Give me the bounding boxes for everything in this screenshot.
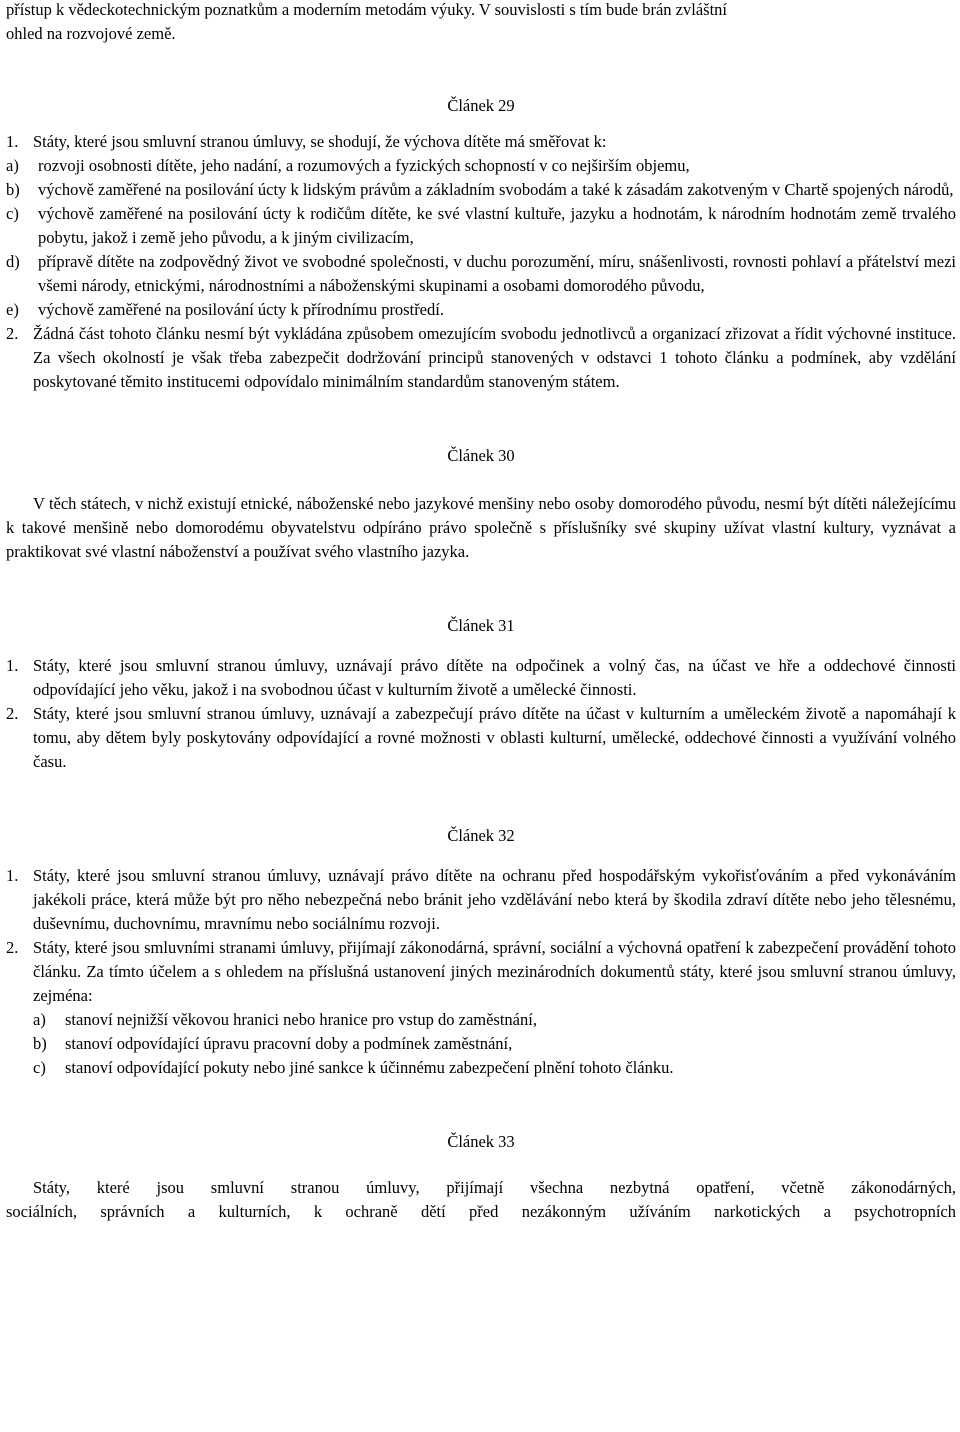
intro-line-2: ohled na rozvojové země. xyxy=(6,24,176,43)
article-31 xyxy=(6,654,956,774)
paragraph-number: 1. xyxy=(6,656,19,675)
item-label: e) xyxy=(6,300,19,319)
article-31-paragraph-2 xyxy=(6,702,956,774)
paragraph-text: Státy, které jsou smluvní stranou úmluvy, uznávají právo dítěte na odpočinek a volný čas, na účast ve hře a oddechové činnosti odpovídající jeho věku, jakož i na svobodnou účast v kulturním životě a umělecké činnosti. xyxy=(33,656,956,699)
paragraph-number: 2. xyxy=(6,324,19,343)
paragraph-number: 2. xyxy=(6,938,19,957)
item-text: stanoví odpovídající pokuty nebo jiné sankce k účinnému zabezpečení plnění tohoto článku. xyxy=(65,1058,674,1077)
item-text: rozvoji osobnosti dítěte, jeho nadání, a rozumových a fyzických schopností v co nejširším objemu, xyxy=(38,156,690,175)
article-29-paragraph-2 xyxy=(6,322,956,394)
article-32-item-c xyxy=(33,1056,956,1080)
article-33-line-1: Státy, které jsou smluvní stranou úmluvy, přijímají všechna nezbytná opatření, včetně zákonodárných, xyxy=(33,1178,956,1197)
article-32 xyxy=(6,864,956,1080)
article-30-title: Článek 30 xyxy=(447,446,515,465)
item-text: výchově zaměřené na posilování úcty k přírodnímu prostředí. xyxy=(38,300,444,319)
article-32-item-a xyxy=(33,1008,956,1032)
article-29 xyxy=(6,130,956,394)
item-label: c) xyxy=(33,1058,46,1077)
article-33-title: Článek 33 xyxy=(447,1132,515,1151)
item-label: d) xyxy=(6,252,20,271)
paragraph-number: 1. xyxy=(6,866,19,885)
article-31-title: Článek 31 xyxy=(447,616,515,635)
item-label: c) xyxy=(6,204,19,223)
article-33-line-2: sociálních, správních a kulturních, k ochraně dětí před nezákonným užíváním narkotických a psychotropních xyxy=(6,1202,956,1221)
paragraph-text: Státy, které jsou smluvní stranou úmluvy, se shodují, že výchova dítěte má směřovat k: xyxy=(33,132,607,151)
paragraph-text: Státy, které jsou smluvní stranou úmluvy, uznávají právo dítěte na ochranu před hospodářským vykořisťováním a před vykonáváním jakékoli práce, která může být pro něho nebezpečná nebo bránit jeho vzdělávání nebo která by škodila zdraví dítěte nebo jeho tělesnému, duševnímu, duchovnímu, mravnímu nebo sociálnímu rozvoji. xyxy=(33,866,956,933)
article-29-paragraph-1 xyxy=(6,130,956,154)
intro-line-1: přístup k vědeckotechnickým poznatkům a moderním metodám výuky. V souvislosti s tím bude brán zvláštní xyxy=(6,0,727,19)
paragraph-text: Státy, které jsou smluvními stranami úmluvy, přijímají zákonodárná, správní, sociální a výchovná opatření k zabezpečení provádění tohoto článku. Za tímto účelem a s ohledem na příslušná ustanovení jiných mezinárodních dokumentů státy, které jsou smluvní stranou úmluvy, zejména: xyxy=(33,938,956,1005)
paragraph-number: 2. xyxy=(6,704,19,723)
item-label: a) xyxy=(33,1010,46,1029)
article-29-item-d xyxy=(6,250,956,298)
article-32-paragraph-2 xyxy=(6,936,956,1008)
item-text: výchově zaměřené na posilování úcty k rodičům dítěte, ke své vlastní kultuře, jazyku a hodnotám, k národním hodnotám země trvalého pobytu, jakož i země jeho původu, a k jiným civilizacím, xyxy=(38,204,956,247)
article-29-item-e xyxy=(6,298,956,322)
item-label: a) xyxy=(6,156,19,175)
article-29-item-a xyxy=(6,154,956,178)
item-label: b) xyxy=(6,180,20,199)
item-text: stanoví odpovídající úpravu pracovní doby a podmínek zaměstnání, xyxy=(65,1034,513,1053)
article-30-text: V těch státech, v nichž existují etnické, náboženské nebo jazykové menšiny nebo osoby domorodého původu, nesmí být dítěti náležejícímu k takové menšině nebo domorodému obyvatelstvu odpíráno právo společně s příslušníky své skupiny užívat vlastní kultury, vyznávat a praktikovat své vlastní náboženství a používat svého vlastního jazyka. xyxy=(6,494,956,561)
item-text: výchově zaměřené na posilování úcty k lidským právům a základním svobodám a také k zásadám zakotveným v Chartě spojených národů, xyxy=(38,180,954,199)
paragraph-text: Státy, které jsou smluvní stranou úmluvy, uznávají a zabezpečují právo dítěte na účast v kulturním a uměleckém životě a napomáhají k tomu, aby dětem byly poskytovány odpovídající a rovné možnosti v oblasti kulturní, umělecké, oddechové činnosti a využívání volného času. xyxy=(33,704,956,771)
item-text: stanoví nejnižší věkovou hranici nebo hranice pro vstup do zaměstnání, xyxy=(65,1010,537,1029)
article-31-paragraph-1 xyxy=(6,654,956,702)
article-29-item-b xyxy=(6,178,956,202)
article-32-title: Článek 32 xyxy=(447,826,515,845)
item-text: přípravě dítěte na zodpovědný život ve svobodné společnosti, v duchu porozumění, míru, snášenlivosti, rovnosti pohlaví a přátelství mezi všemi národy, etnickými, národnostními a náboženskými skupinami a osobami domorodého původu, xyxy=(38,252,956,295)
article-29-item-c xyxy=(6,202,956,250)
article-33-text xyxy=(6,1176,956,1224)
article-29-title: Článek 29 xyxy=(447,96,515,115)
paragraph-number: 1. xyxy=(6,132,19,151)
document-page xyxy=(6,0,956,1224)
item-label: b) xyxy=(33,1034,47,1053)
article-32-item-b xyxy=(33,1032,956,1056)
article-32-paragraph-1 xyxy=(6,864,956,936)
paragraph-text: Žádná část tohoto článku nesmí být vykládána způsobem omezujícím svobodu jednotlivců a organizací zřizovat a řídit výchovné instituce. Za všech okolností je však třeba zabezpečit dodržování principů stanovených v odstavci 1 tohoto článku a podmínek, aby vzdělání poskytované těmito institucemi odpovídalo minimálním standardům stanoveným státem. xyxy=(33,324,956,391)
